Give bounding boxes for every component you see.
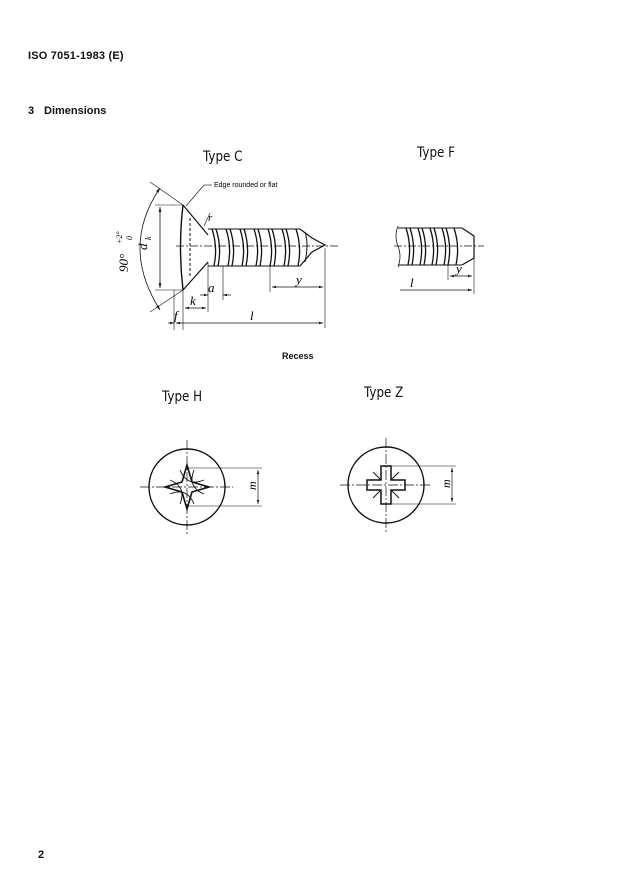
edge-note: Edge rounded or flat — [214, 182, 278, 189]
dk-subscript: k — [144, 236, 153, 240]
type-h-m-label: m — [245, 481, 259, 490]
angle-tolerance-upper: +2° — [115, 231, 124, 244]
type-z-title: Type Z — [364, 385, 404, 401]
type-f-l-label: l — [410, 275, 414, 290]
type-f-screw-drawing — [394, 226, 484, 294]
l-label: l — [250, 308, 254, 323]
r-label: r — [208, 212, 213, 224]
dk-label: d — [135, 243, 150, 250]
type-h-title: Type H — [162, 389, 203, 405]
recess-caption: Recess — [282, 351, 314, 361]
type-c-title: Type C — [203, 149, 243, 165]
angle-tolerance-lower: 0 — [125, 236, 134, 240]
f-label: f — [174, 308, 178, 323]
section-title: Dimensions — [44, 105, 107, 117]
type-f-title: Type F — [417, 145, 455, 161]
section-number: 3 — [28, 105, 35, 117]
type-c-screw-drawing — [140, 182, 338, 330]
a-label: a — [208, 280, 215, 295]
angle-label: 90° — [116, 253, 131, 272]
type-z-m-label: m — [439, 479, 453, 488]
type-h-recess-drawing — [140, 440, 262, 534]
y-label: y — [296, 272, 302, 287]
document-header: ISO 7051-1983 (E) — [28, 50, 124, 62]
k-label: k — [190, 293, 196, 308]
page-number: 2 — [38, 849, 45, 861]
type-f-y-label: y — [456, 261, 462, 276]
